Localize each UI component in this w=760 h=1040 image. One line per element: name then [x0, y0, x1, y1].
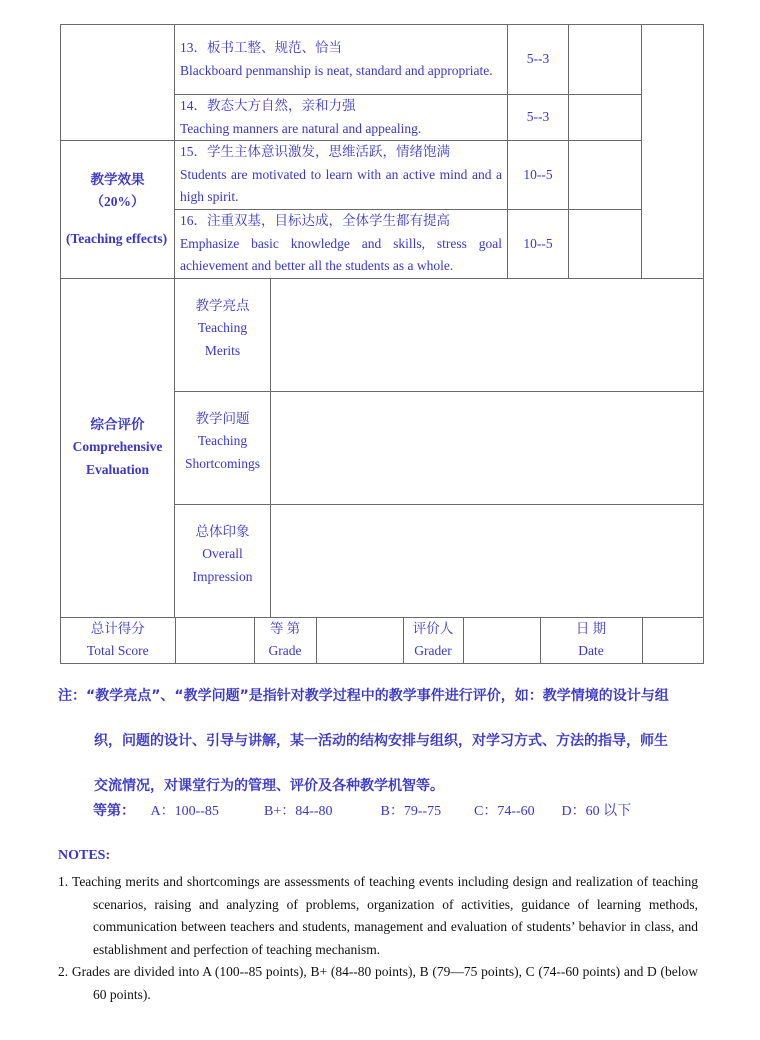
label-en: Grader: [414, 643, 452, 658]
notes-heading: NOTES:: [58, 848, 111, 863]
note-item: 2. Grades are divided into A (100--85 points), B+ (84--80 points), B (79—75 points), C (74--60 points) and D (below 60 points).: [58, 964, 698, 1002]
criterion-13: [175, 25, 508, 95]
criterion-14: [175, 95, 508, 141]
grade-a: A：100--85: [150, 804, 219, 819]
criterion-cn: 13．板书工整、规范、恰当: [180, 40, 342, 55]
date-input[interactable]: [642, 618, 704, 663]
subcategory-en: Teaching: [197, 320, 248, 336]
grade-b: B：79--75: [380, 804, 442, 819]
summary-row: [61, 617, 704, 663]
criterion-15: [175, 141, 508, 210]
note-line: 交流情况，对课堂行为的管理、评价及各种教学机智等。: [94, 778, 444, 794]
category-cell-blank: [61, 25, 175, 141]
label-en: Grade: [268, 643, 302, 658]
evaluation-row-merits: [61, 278, 704, 391]
note-line: 织，问题的设计、引导与讲解，某一活动的结构安排与组织，对学习方式、方法的指导，师生: [94, 733, 668, 749]
grade-scale: [93, 800, 631, 820]
subcategory-shortcomings: [175, 391, 271, 504]
label-cn: 评价人: [412, 620, 454, 636]
criterion-score: 5--3: [508, 95, 569, 141]
subcategory-cn: 教学亮点: [195, 297, 250, 313]
merits-input-area[interactable]: [271, 278, 704, 391]
grade-scale-label: 等第：: [93, 804, 135, 819]
label-cn: 等 第: [269, 620, 301, 636]
score-input-cell[interactable]: [569, 95, 642, 141]
chinese-note: [58, 674, 708, 809]
english-notes: [58, 845, 698, 1006]
criterion-row: [61, 141, 704, 210]
subcategory-en: Merits: [204, 342, 241, 358]
criterion-row: [61, 25, 704, 95]
total-score-input[interactable]: [175, 618, 254, 663]
grader-label: [403, 618, 463, 663]
subcategory-merits: [175, 278, 271, 391]
subcategory-cn: 教学问题: [195, 410, 250, 426]
total-score-label: [61, 618, 175, 663]
criterion-en: Students are motivated to learn with an active mind and a high spirit.: [180, 166, 502, 205]
date-label: [540, 618, 642, 663]
note-item: 1. Teaching merits and shortcomings are assessments of teaching events including design and realization of teaching scenarios, raising and analyzing of problems, organization of activities, guidance of learning methods, communication between teachers and students, management and evaluation of students’ behavior in class, and establishment and perfection of teaching mechanism.: [58, 874, 698, 957]
category-cn: 教学效果: [90, 171, 145, 187]
criterion-en: Blackboard penmanship is neat, standard and appropriate.: [180, 62, 493, 78]
category-teaching-effects: [61, 141, 175, 279]
subcategory-impression: [175, 504, 271, 617]
subcategory-en: Impression: [192, 568, 253, 584]
label-en: Date: [578, 643, 604, 658]
grade-c: C：74--60: [474, 804, 535, 819]
grader-input[interactable]: [463, 618, 540, 663]
category-en: (Teaching effects): [66, 230, 168, 246]
grade-label: [254, 618, 316, 663]
subcategory-en: Overall: [202, 546, 243, 562]
label-cn: 日 期: [575, 620, 607, 636]
category-comprehensive-evaluation: [61, 278, 175, 617]
score-input-cell[interactable]: [569, 141, 642, 210]
grade-d: D：60 以下: [561, 804, 632, 819]
side-blank-cell: [642, 25, 704, 279]
subcategory-en: Shortcomings: [184, 455, 260, 471]
criterion-en: Emphasize basic knowledge and skills, stress goal achievement and better all the students as a whole.: [180, 235, 502, 273]
score-input-cell[interactable]: [569, 210, 642, 279]
summary-row-wrapper: [61, 617, 704, 663]
criterion-cn: 14．教态大方自然，亲和力强: [180, 98, 356, 113]
criterion-cn: 15．学生主体意识激发，思维活跃，情绪饱满: [180, 144, 450, 160]
summary-table: [61, 618, 704, 663]
evaluation-table: [60, 24, 704, 664]
criterion-cn: 16．注重双基，目标达成，全体学生都有提高: [180, 213, 450, 228]
criterion-en: Teaching manners are natural and appealing.: [180, 120, 422, 136]
criterion-score: 10--5: [508, 141, 569, 210]
impression-input-area[interactable]: [271, 504, 704, 617]
score-input-cell[interactable]: [569, 25, 642, 95]
category-en: Comprehensive Evaluation: [72, 439, 163, 477]
label-en: Total Score: [86, 643, 149, 658]
subcategory-cn: 总体印象: [195, 523, 250, 539]
subcategory-en: Teaching: [197, 433, 248, 449]
category-cn: 综合评价: [90, 416, 145, 432]
label-cn: 总计得分: [90, 620, 145, 636]
note-line: 注：“教学亮点”、“教学问题”是指针对教学过程中的教学事件进行评价，如：教学情境的设计与组: [58, 688, 669, 704]
grade-b-plus: B+：84--80: [264, 804, 333, 819]
criterion-score: 10--5: [508, 210, 569, 279]
category-pct: （20%）: [90, 194, 145, 209]
criterion-score: 5--3: [508, 25, 569, 95]
shortcomings-input-area[interactable]: [271, 391, 704, 504]
grade-input[interactable]: [316, 618, 403, 663]
criterion-16: [175, 210, 508, 279]
